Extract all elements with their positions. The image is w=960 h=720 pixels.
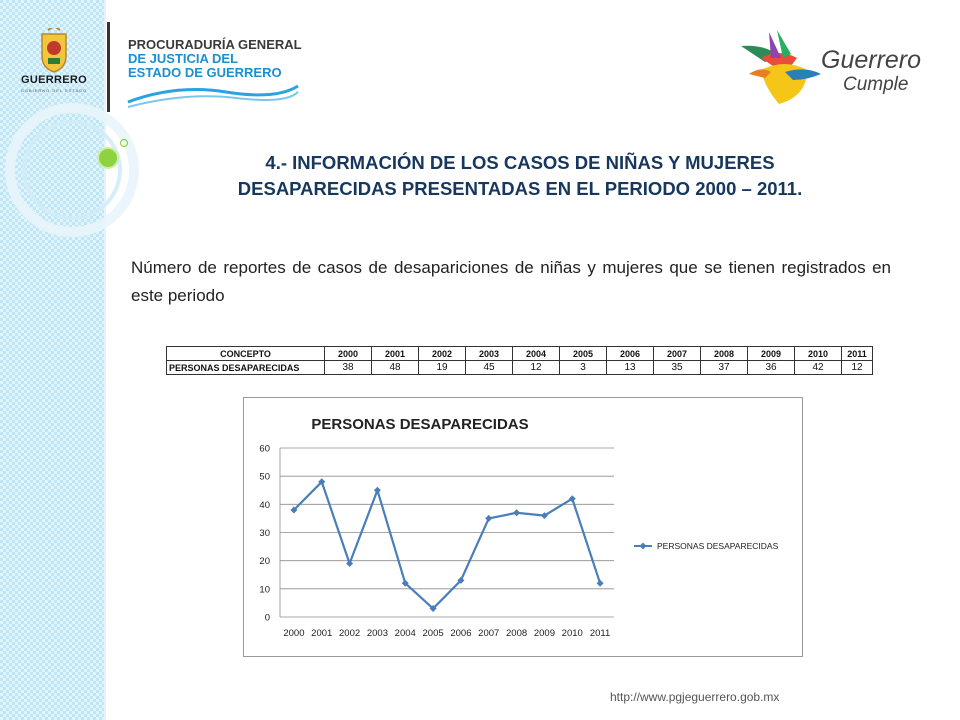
table-year-2000: 2000 [325, 347, 372, 361]
y-tick-label-50: 50 [259, 471, 270, 483]
hummingbird-icon [735, 28, 825, 110]
state-logo-subtitle: GOBIERNO DEL ESTADO [20, 88, 88, 93]
table-year-2007: 2007 [654, 347, 701, 361]
state-logo [14, 28, 94, 100]
y-tick-label-40: 40 [259, 499, 270, 511]
series-line [294, 482, 600, 609]
y-tick-label-0: 0 [264, 612, 270, 624]
table-value-2011: 12 [842, 361, 873, 375]
table-value-2005: 3 [560, 361, 607, 375]
x-tick-label-2007: 2007 [478, 628, 500, 639]
state-logo-word: GUERRERO [21, 74, 87, 86]
table-year-2008: 2008 [701, 347, 748, 361]
y-tick-label-10: 10 [259, 584, 270, 596]
campaign-logo [735, 28, 925, 110]
table-year-2005: 2005 [560, 347, 607, 361]
table-value-2006: 13 [607, 361, 654, 375]
table-year-2001: 2001 [372, 347, 419, 361]
campaign-logo-line2: Cumple [843, 74, 909, 95]
table-year-2009: 2009 [748, 347, 795, 361]
x-tick-label-2004: 2004 [394, 628, 416, 639]
campaign-logo-line1: Guerrero [821, 46, 922, 74]
data-point-2011 [597, 580, 604, 587]
y-tick-label-20: 20 [259, 556, 270, 568]
org-name-line2: DE JUSTICIA DEL [128, 51, 239, 66]
x-tick-label-2000: 2000 [283, 628, 305, 639]
org-name-line3: ESTADO DE GUERRERO [128, 65, 282, 80]
x-tick-label-2010: 2010 [561, 628, 583, 639]
x-tick-label-2003: 2003 [366, 628, 388, 639]
x-tick-label-2006: 2006 [450, 628, 472, 639]
data-point-2008 [513, 509, 520, 516]
data-table [166, 346, 873, 375]
table-year-2010: 2010 [795, 347, 842, 361]
org-name [128, 38, 308, 80]
state-shield-icon [14, 28, 94, 74]
x-tick-label-2005: 2005 [422, 628, 444, 639]
description-paragraph: Número de reportes de casos de desapariciones de niñas y mujeres que se tienen registrados en este periodo [131, 258, 891, 305]
table-value-2007: 35 [654, 361, 701, 375]
page-title [140, 150, 900, 202]
table-year-2003: 2003 [466, 347, 513, 361]
y-tick-label-60: 60 [259, 443, 270, 455]
header-divider [107, 22, 110, 112]
table-year-2011: 2011 [842, 347, 873, 361]
chart-svg [244, 398, 802, 656]
table-value-2002: 19 [419, 361, 466, 375]
legend-label: PERSONAS DESAPARECIDAS [657, 541, 779, 551]
org-wave-icon [126, 80, 301, 110]
table-row [167, 361, 873, 375]
line-chart [243, 397, 803, 657]
table-value-2001: 48 [372, 361, 419, 375]
y-tick-label-30: 30 [259, 528, 270, 539]
footer-url: http://www.pgjeguerrero.gob.mx [610, 690, 780, 704]
legend-marker [640, 543, 647, 550]
table-value-2003: 45 [466, 361, 513, 375]
page-title-line1: 4.- INFORMACIÓN DE LOS CASOS DE NIÑAS Y MUJERES [265, 152, 775, 173]
x-tick-label-2002: 2002 [339, 628, 361, 639]
table-value-2009: 36 [748, 361, 795, 375]
table-year-2006: 2006 [607, 347, 654, 361]
table-value-2000: 38 [325, 361, 372, 375]
table-value-2010: 42 [795, 361, 842, 375]
table-value-2008: 37 [701, 361, 748, 375]
table-header-row [167, 347, 873, 361]
page-title-line2: DESAPARECIDAS PRESENTADAS EN EL PERIODO 2000 – 2011. [237, 178, 803, 199]
data-point-2003 [374, 487, 381, 494]
data-point-2007 [485, 515, 492, 522]
x-tick-label-2011: 2011 [589, 628, 611, 639]
table-year-2002: 2002 [419, 347, 466, 361]
table-header-label: CONCEPTO [167, 347, 325, 361]
chart-title: PERSONAS DESAPARECIDAS [311, 416, 529, 433]
org-name-line1: PROCURADURÍA GENERAL [128, 37, 302, 52]
x-tick-label-2008: 2008 [506, 628, 528, 639]
table-row-label: PERSONAS DESAPARECIDAS [167, 361, 325, 375]
x-tick-label-2009: 2009 [533, 628, 555, 639]
table-year-2004: 2004 [513, 347, 560, 361]
table-value-2004: 12 [513, 361, 560, 375]
x-tick-label-2001: 2001 [311, 628, 333, 639]
